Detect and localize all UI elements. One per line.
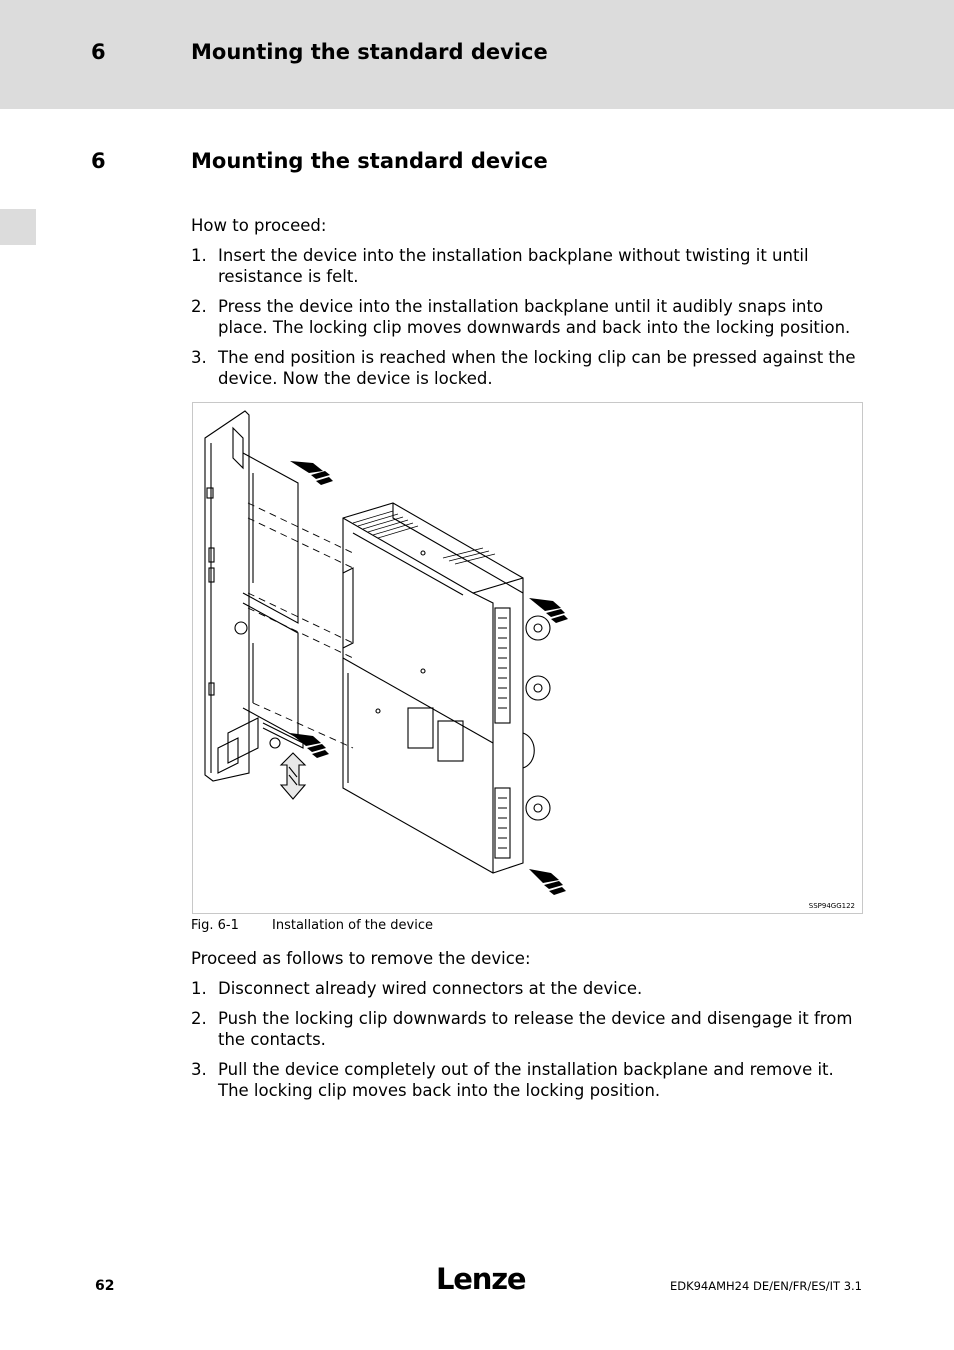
figure-code: SSP94GG122 <box>808 902 855 910</box>
chapter-number: 6 <box>91 40 106 64</box>
document-id: EDK94AMH24 DE/EN/FR/ES/IT 3.1 <box>669 1279 862 1293</box>
remove-steps <box>191 978 863 1110</box>
figure-caption-label: Fig. 6-1 <box>191 918 239 933</box>
step-number: 3. <box>191 348 207 367</box>
step-text: The end position is reached when the locking clip can be pressed against the device. Now the device is locked. <box>218 348 856 388</box>
list-item <box>191 296 863 338</box>
clip-motion-arrow <box>281 753 305 799</box>
chapter-header <box>0 0 954 109</box>
list-item <box>191 1008 863 1050</box>
step-text: Pull the device completely out of the installation backplane and remove it. The locking clip moves back into the locking position. <box>218 1060 834 1100</box>
insert-arrows <box>290 461 568 895</box>
figure-caption-text: Installation of the device <box>272 918 433 933</box>
device-drawing <box>343 503 550 873</box>
step-number: 2. <box>191 1009 207 1028</box>
section-number: 6 <box>91 149 106 173</box>
step-text: Press the device into the installation backplane until it audibly snaps into place. The locking clip moves downwards and back into the locking position. <box>218 297 851 337</box>
installation-figure <box>192 402 863 914</box>
list-item <box>191 245 863 287</box>
page-number: 62 <box>95 1278 115 1294</box>
install-steps <box>191 245 863 398</box>
step-number: 1. <box>191 246 207 265</box>
step-number: 1. <box>191 979 207 998</box>
intro-text: How to proceed: <box>191 216 327 235</box>
installation-illustration <box>193 403 862 913</box>
lenze-logo: Lenze <box>436 1262 526 1296</box>
list-item <box>191 1059 863 1101</box>
chapter-title: Mounting the standard device <box>191 40 548 64</box>
remove-intro-text: Proceed as follows to remove the device: <box>191 949 531 968</box>
section-title: Mounting the standard device <box>191 149 548 173</box>
list-item <box>191 978 863 999</box>
step-number: 3. <box>191 1060 207 1079</box>
step-text: Disconnect already wired connectors at the device. <box>218 979 643 998</box>
step-text: Insert the device into the installation backplane without twisting it until resistance is felt. <box>218 246 809 286</box>
step-number: 2. <box>191 297 207 316</box>
step-text: Push the locking clip downwards to release the device and disengage it from the contacts. <box>218 1009 853 1049</box>
chapter-side-tab <box>0 209 36 245</box>
list-item <box>191 347 863 389</box>
